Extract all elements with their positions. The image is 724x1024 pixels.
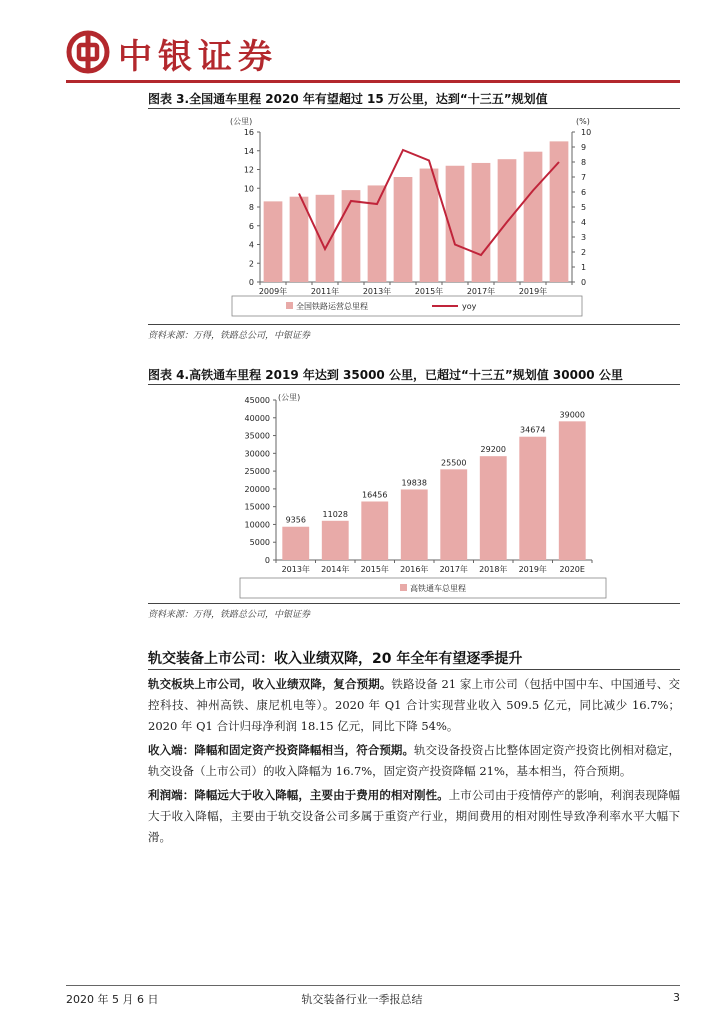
bar-2014年 [394,177,413,282]
y-axis-tick-label: 30000 [244,449,270,459]
paragraph-body: 轨交设备投资占比整体固定资产投资比例相对稳定，轨交设备（上市公司）的收入降幅为 16.7%，固定资产投资降幅 21%，基本相当，符合预期。 [148,743,680,778]
bar-2017年 [440,469,467,560]
right-axis-tick-label: 4 [581,218,587,227]
left-axis-tick-label: 8 [248,203,254,212]
paragraph-body: 铁路设备 21 家上市公司（包括中国中车、中国通号、交控科技、神州高铁、康尼机电等）。2020 年 Q1 合计实现营业收入 509.5 亿元，同比减少 16.7%；2020 年 Q1 合计归母净利润 18.15 亿元，同比下降 54%。 [148,677,680,733]
right-axis-tick-label: 9 [581,143,587,152]
data-label: 39000 [559,410,585,420]
section-title: 轨交装备上市公司：收入业绩双降，20 年全年有望逐季提升 [148,651,523,667]
paragraph-lead: 轨交板块上市公司，收入业绩双降，复合预期。 [148,677,392,691]
right-axis-tick-label: 8 [581,158,587,167]
figure3-source: 资料来源：万得，铁路总公司，中银证券 [148,331,311,341]
y-axis-tick-label: 10000 [244,520,270,530]
legend-label-yoy: yoy [462,302,477,311]
right-axis-tick-label: 7 [581,173,587,182]
right-axis-tick-label: 0 [581,278,587,287]
y-axis-tick-label: 0 [264,556,270,565]
x-axis-tick-label: 2013年 [281,565,310,574]
left-axis-tick-label: 12 [243,165,254,175]
bar-2016年 [401,489,428,560]
high-speed-rail-mileage-chart [148,388,608,600]
left-axis-tick-label: 10 [243,184,254,194]
footer-date: 2020 年 5 月 6 日 [66,993,159,1006]
x-axis-tick-label: 2017年 [439,565,468,574]
bar-2013年 [282,527,309,560]
legend-swatch-bars [400,584,407,591]
x-axis-tick-label: 2015年 [414,287,444,296]
data-label: 16456 [362,490,388,500]
x-axis-tick-label: 2020E [559,565,585,574]
y-axis-tick-label: 15000 [244,502,270,512]
left-axis-unit-label: (公里) [230,117,253,126]
bar-2017年 [472,163,491,282]
figure3-title: 图表 3.全国通车里程 2020 年有望超过 15 万公里，达到“十三五”规划值 [148,92,548,106]
data-label: 25500 [441,458,467,468]
x-axis-tick-label: 2014年 [321,565,350,574]
y-axis-unit-label: (公里) [278,393,301,402]
bar-2009年 [264,201,283,282]
x-axis-tick-label: 2019年 [518,287,548,296]
brand-name: 中银证券 [118,37,278,77]
data-label: 34674 [520,425,546,435]
y-axis-tick-label: 5000 [249,538,270,548]
left-axis-tick-label: 6 [248,221,254,231]
legend-swatch-bars [286,302,293,309]
y-axis-tick-label: 35000 [244,431,270,441]
right-axis-tick-label: 1 [581,263,587,272]
legend-label-bars: 高铁通车总里程 [410,584,466,593]
bar-2015年 [420,169,439,282]
figure3-chart [148,112,592,322]
legend-label-bars: 全国铁路运营总里程 [296,302,368,311]
page-number: 3 [673,991,680,1004]
data-label: 11028 [322,509,348,519]
figure3-title-divider [148,108,680,109]
paragraph-body: 上市公司由于疫情停产的影响，利润表现降幅大于收入降幅，主要由于轨交设备公司多属于重资产行业，期间费用的相对刚性导致净利率水平大幅下滑。 [148,788,680,844]
y-axis-tick-label: 45000 [244,396,270,405]
left-axis-tick-label: 16 [243,128,254,137]
right-axis-tick-label: 5 [581,203,587,212]
y-axis-tick-label: 40000 [244,413,270,423]
y-axis-tick-label: 20000 [244,484,270,494]
figure4-source: 资料来源：万得，铁路总公司，中银证券 [148,610,311,620]
bank-of-china-logo-icon [66,30,110,74]
bar-2019年 [519,437,546,560]
x-axis-tick-label: 2019年 [518,565,547,574]
paragraph-revenue-side [148,740,680,782]
figure4-bottom-divider [148,603,680,604]
x-axis-tick-label: 2013年 [362,287,392,296]
bar-2019年 [524,152,543,282]
figure3-bottom-divider [148,324,680,325]
right-axis-tick-label: 10 [581,128,592,137]
left-axis-tick-label: 2 [248,259,254,269]
railway-mileage-chart [148,112,592,322]
paragraph-profit-side [148,785,680,848]
footer-divider [66,985,680,986]
right-axis-unit-label: (%) [576,117,590,126]
left-axis-tick-label: 0 [248,278,254,287]
figure4-chart [148,388,608,600]
paragraph-revenue-profit [148,674,680,737]
right-axis-tick-label: 6 [581,188,587,197]
figure4-title-divider [148,384,680,385]
paragraph-lead: 收入端：降幅和固定资产投资降幅相当，符合预期。 [148,743,415,757]
data-label: 19838 [401,478,427,488]
legend-box [232,296,582,316]
right-axis-tick-label: 3 [581,233,587,242]
left-axis-tick-label: 14 [243,146,254,156]
x-axis-tick-label: 2016年 [400,565,429,574]
y-axis-tick-label: 25000 [244,467,270,477]
paragraph-lead: 利润端：降幅远大于收入降幅，主要由于费用的相对刚性。 [148,788,449,802]
bar-2018年 [480,456,507,560]
x-axis-tick-label: 2017年 [466,287,496,296]
header-divider [66,80,680,83]
bar-2020E [559,421,586,560]
bar-2013年 [368,185,387,282]
bar-2015年 [361,501,388,560]
right-axis-tick-label: 2 [581,248,587,257]
bar-2012年 [342,190,361,282]
x-axis-tick-label: 2018年 [479,565,508,574]
page-header [0,0,724,84]
x-axis-tick-label: 2011年 [310,287,340,296]
footer-report-title: 轨交装备行业一季报总结 [301,993,423,1006]
section-divider [148,669,680,670]
x-axis-tick-label: 2009年 [258,287,288,296]
x-axis-tick-label: 2015年 [360,565,389,574]
left-axis-tick-label: 4 [248,240,254,250]
data-label: 29200 [480,445,506,455]
data-label: 9356 [285,515,306,525]
figure4-title: 图表 4.高铁通车里程 2019 年达到 35000 公里，已超过“十三五”规划值 30000 公里 [148,368,623,382]
bar-2014年 [322,521,349,560]
